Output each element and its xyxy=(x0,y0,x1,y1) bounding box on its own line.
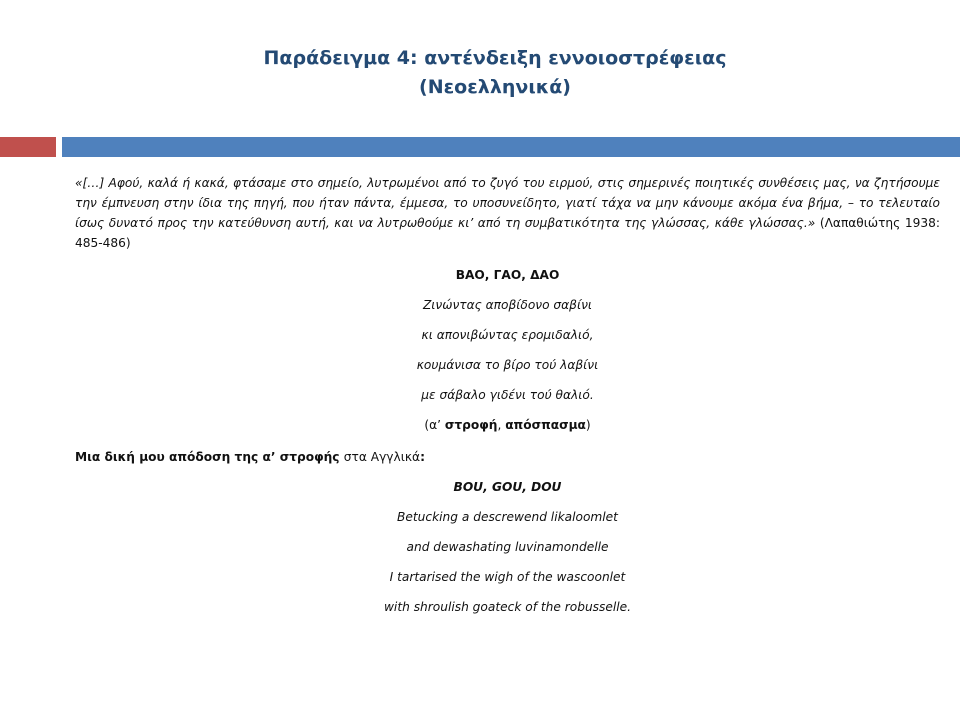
source-sep: , xyxy=(497,418,506,432)
source-open: (α’ xyxy=(424,418,445,432)
translation-intro-part2: στα Αγγλικά xyxy=(343,450,421,464)
greek-poem-title: ΒΑΟ, ΓΑΟ, ΔΑΟ xyxy=(455,268,560,282)
english-poem-line-3: I tartarised the wigh of the wascoonlet xyxy=(389,570,626,584)
source-strophe: στροφή xyxy=(444,418,498,432)
quote-text: «[…] Αφού, καλά ή κακά, φτάσαμε στο σημείο, λυτρωμένοι από το ζυγό του ειρμού, στις σημερινές ποιητικές συνθέσεις μας, να ζητήσουμε την έμπνευση στην ίδια της πηγή, που ήταν πάντα, έμμεσα, το υποσυνείδητο, γιατί τάχα να μην κάνουμε ακόμα ένα βήμα, – το τελευταίο ίσως δυνατό προς την κατεύθυνση αυτή, και να λυτρωθούμε κι’ από τη συμβατικότητα της γλώσσας, κάθε γλώσσας.» xyxy=(75,176,940,230)
english-poem-line-2: and dewashating luvinamondelle xyxy=(406,540,609,554)
english-poem-line-4: with shroulish goateck of the robusselle. xyxy=(383,600,632,614)
quote-citation: (Λαπαθιώτης 1938: 485-486) xyxy=(75,216,941,250)
source-excerpt: απόσπασμα xyxy=(505,418,586,432)
source-close: ) xyxy=(585,418,591,432)
english-poem-title: BOU, GOU, DOU xyxy=(453,480,562,494)
quote-paragraph xyxy=(75,173,940,253)
slide-title-line2: (Νεοελληνικά) xyxy=(419,76,571,98)
english-poem-line-1: Betucking a descrewend likaloomlet xyxy=(397,510,618,524)
greek-poem-line-4: με σάβαλο γιδένι τού θαλιό. xyxy=(421,388,594,402)
greek-poem-line-2: κι απονιβώντας ερομιδαλιό, xyxy=(421,328,594,342)
translation-intro xyxy=(75,450,940,464)
slide-title-line1: Παράδειγμα 4: αντένδειξη εννοιοστρέφειας xyxy=(263,47,727,69)
accent-bar-blue xyxy=(62,137,960,157)
translation-intro-part3: : xyxy=(420,450,425,464)
greek-poem-line-3: κουμάνισα το βίρο τού λαβίνι xyxy=(416,358,599,372)
greek-poem-source xyxy=(75,418,940,432)
translation-intro-part1: Μια δική μου απόδοση της α’ στροφής xyxy=(75,450,344,464)
slide-title xyxy=(150,44,840,102)
accent-bar-red xyxy=(0,137,56,157)
greek-poem-line-1: Ζινώντας αποβίδονο σαβίνι xyxy=(422,298,593,312)
